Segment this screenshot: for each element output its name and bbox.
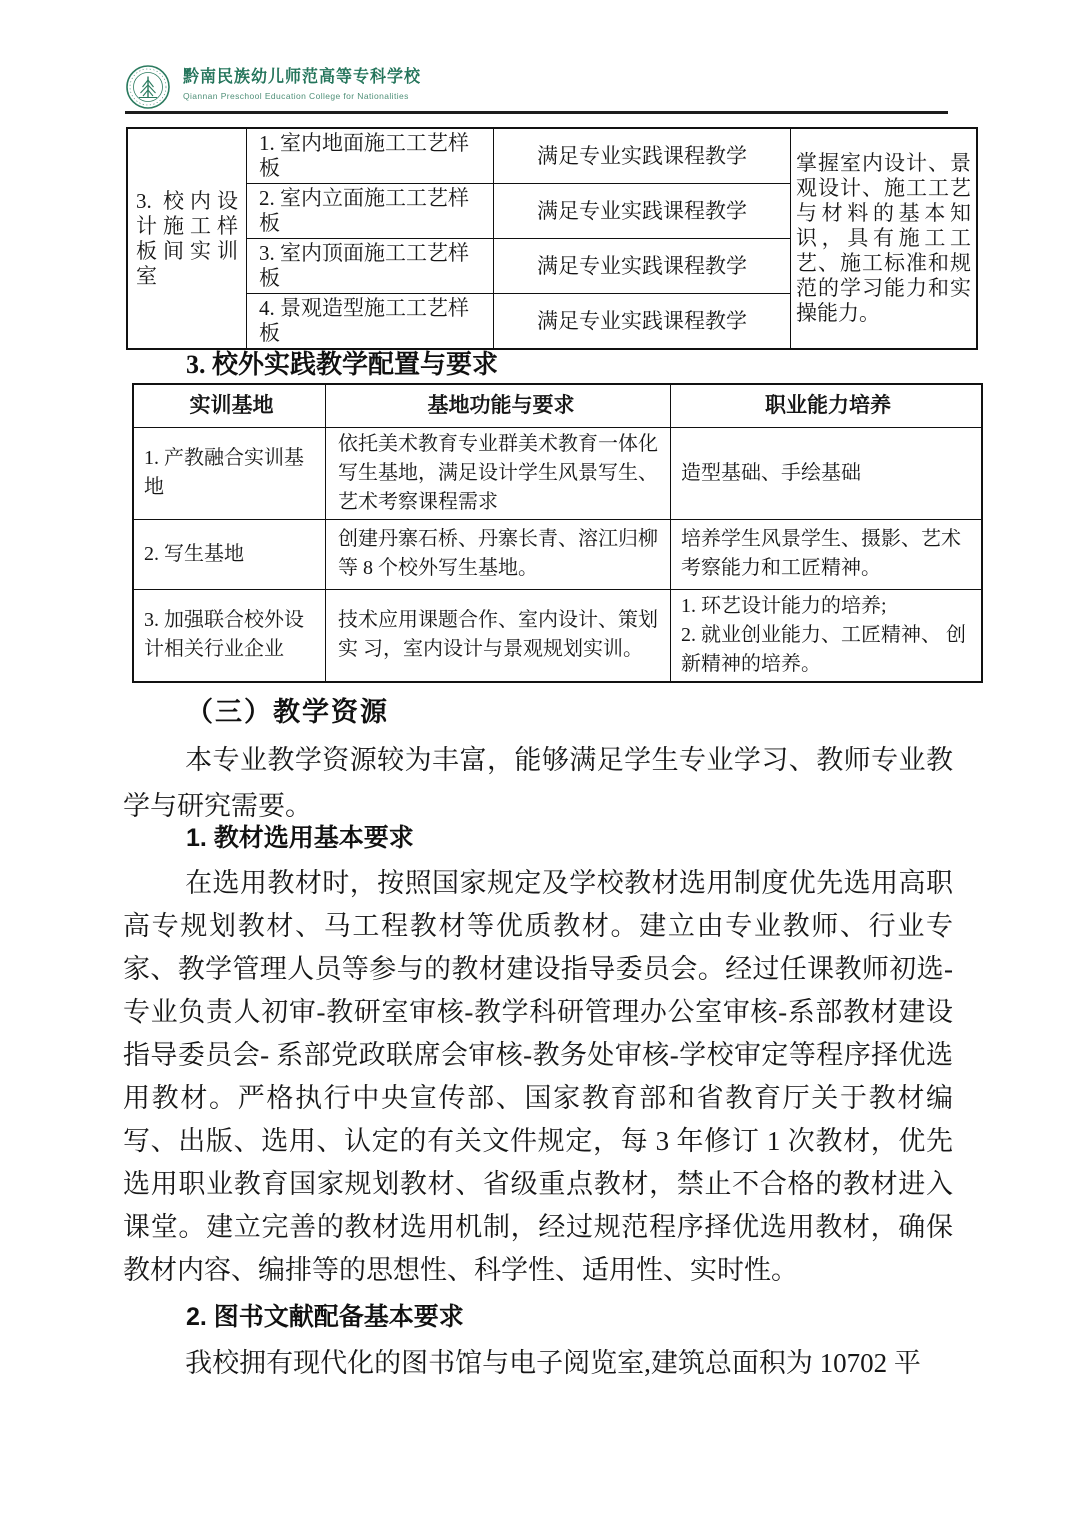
off-campus-base-table <box>132 383 983 683</box>
column-header-ability: 职业能力培养 <box>671 384 983 427</box>
base-function-cell: 创建丹寨石桥、丹寨长青、溶江归柳等 8 个校外写生基地。 <box>326 519 671 589</box>
school-name-block <box>183 64 421 102</box>
training-purpose-cell: 满足专业实践课程教学 <box>494 184 791 239</box>
table-row <box>133 519 982 589</box>
ability-line: 培养学生风景学生、摄影、艺术考察能力和工匠精神。 <box>681 528 961 579</box>
offcampus-section-heading: 3. 校外实践教学配置与要求 <box>186 350 499 379</box>
school-seal-icon <box>125 64 171 110</box>
column-header-base: 实训基地 <box>133 384 326 427</box>
ability-line: 2. 就业创业能力、工匠精神、 创新精神的培养。 <box>681 623 966 675</box>
ability-line: 1. 环艺设计能力的培养; <box>681 594 887 617</box>
training-purpose-cell: 满足专业实践课程教学 <box>494 294 791 350</box>
textbook-paragraph: 在选用教材时，按照国家规定及学校教材选用制度优先选用高职高专规划教材、马工程教材等优质教材。建立由专业教师、行业专家、教学管理人员等参与的教材建设指导委员会。经过任课教师初选-专业负责人初审-教研室审核-教学科研管理办公室审核-系部教材建设指导委员会- 系部党政联席会审核-教务处审核-学校审定等程序择优选用教材。严格执行中央宣传部、国家教育部和省教育厅关于教材编写、出版、选用、认定的有关文件规定，每 3 年修订 1 次教材，优先选用职业教育国家规划教材、省级重点教材，禁止不合格的教材进入课堂。建立完善的教材选用机制，经过规范程序择优选用教材，确保教材内容、编排等的思想性、科学性、适用性、实时性。 <box>123 868 953 1285</box>
training-ability-cell: 掌握室内设计、景观设计、施工工艺与材料的基本知识，具有施工工艺、施工标准和规范的学习能力和实操能力。 <box>791 128 978 349</box>
base-name-cell: 2. 写生基地 <box>133 519 326 589</box>
base-ability-cell <box>671 519 983 589</box>
table-row <box>127 128 977 184</box>
training-room-name-cell: 3. 校内设计施工样板间实训室 <box>127 128 247 349</box>
table-row <box>133 427 982 519</box>
school-name-cn: 黔南民族幼儿师范高等专科学校 <box>183 68 422 87</box>
base-ability-cell <box>671 589 983 682</box>
training-purpose-cell: 满足专业实践课程教学 <box>494 128 791 184</box>
ability-line: 造型基础、手绘基础 <box>681 461 861 484</box>
training-item-cell: 4. 景观造型施工工艺样板 <box>247 294 494 350</box>
resources-intro-paragraph: 本专业教学资源较为丰富，能够满足学生专业学习、教师专业教学与研究需要。 <box>123 745 953 821</box>
training-item-cell: 2. 室内立面施工工艺样板 <box>247 184 494 239</box>
base-function-cell: 依托美术教育专业群美术教育一体化写生基地，满足设计学生风景写生、艺术考察课程需求 <box>326 427 671 519</box>
library-paragraph: 我校拥有现代化的图书馆与电子阅览室,建筑总面积为 10702 平 <box>185 1348 921 1378</box>
base-ability-cell <box>671 427 983 519</box>
table-header-row <box>133 384 982 427</box>
column-header-function: 基地功能与要求 <box>326 384 671 427</box>
base-function-cell: 技术应用课题合作、室内设计、策划实 习，室内设计与景观规划实训。 <box>326 589 671 682</box>
library-subheading: 2. 图书文献配备基本要求 <box>186 1303 464 1331</box>
school-header <box>125 64 421 110</box>
resources-section-heading: （三）教学资源 <box>186 697 389 727</box>
table-row <box>133 589 982 682</box>
training-item-cell: 1. 室内地面施工工艺样板 <box>247 128 494 184</box>
on-campus-training-room-table <box>126 127 978 350</box>
base-name-cell: 3. 加强联合校外设计相关行业企业 <box>133 589 326 682</box>
training-purpose-cell: 满足专业实践课程教学 <box>494 239 791 294</box>
training-item-cell: 3. 室内顶面施工工艺样板 <box>247 239 494 294</box>
base-name-cell: 1. 产教融合实训基地 <box>133 427 326 519</box>
textbook-subheading: 1. 教材选用基本要求 <box>186 824 414 852</box>
header-divider <box>125 111 948 114</box>
school-name-en: Qiannan Preschool Education College for Nationalities <box>183 91 409 101</box>
